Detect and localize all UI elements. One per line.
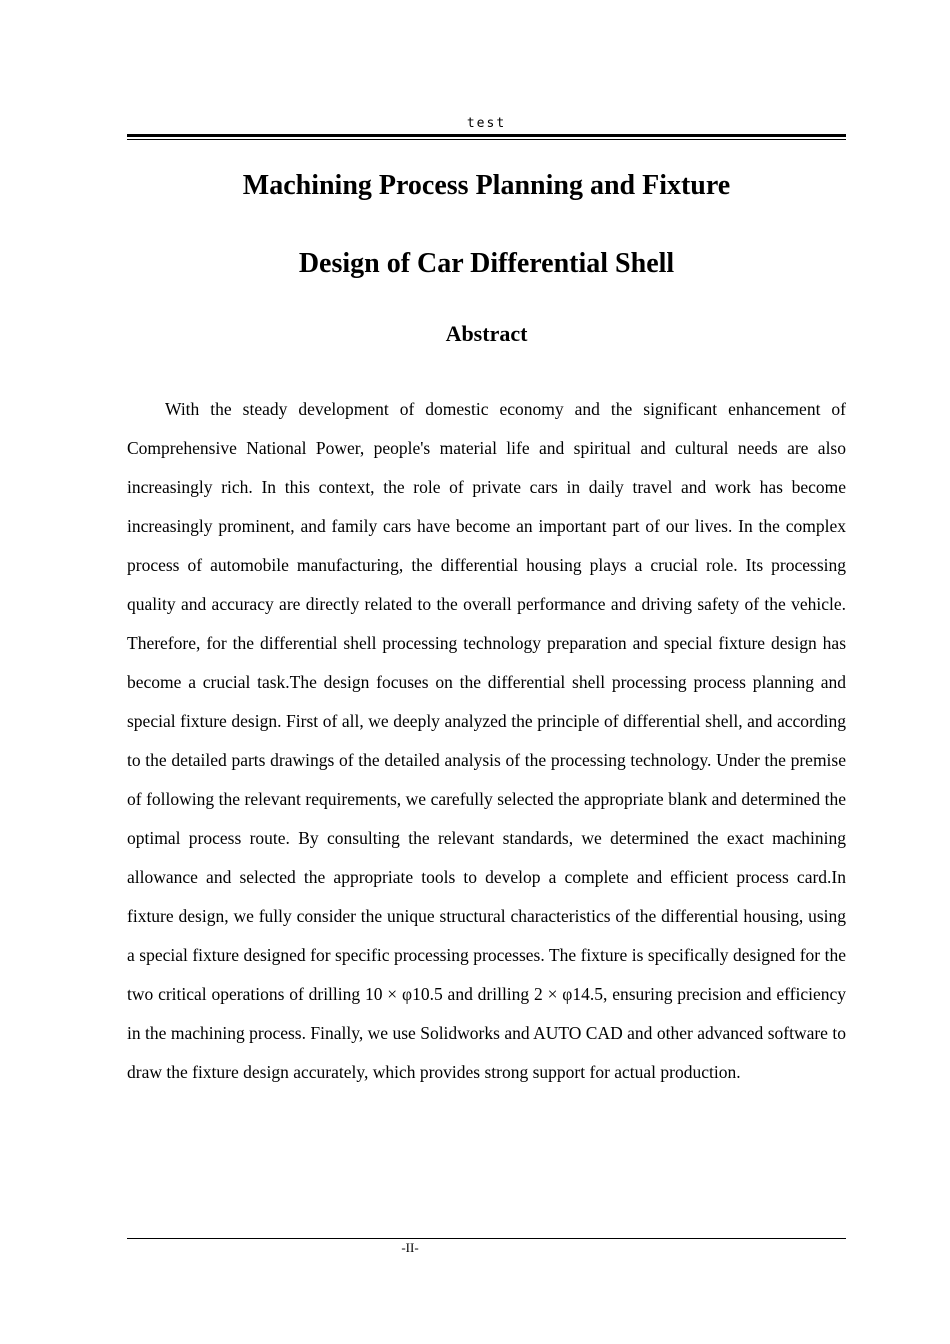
title-line-2: Design of Car Differential Shell — [298, 248, 675, 279]
running-header: test — [466, 116, 507, 131]
title-line-1: Machining Process Planning and Fixture — [242, 170, 731, 201]
abstract-body: With the steady development of domestic economy and the significant enhancement of Comprehensive National Power, people's material life and spiritual and cultural needs are also increasingly rich. In this context, the role of private cars in daily travel and work has become increasingly prominent, and family cars have become an important part of our lives. In the complex process of automobile manufacturing, the differential housing plays a crucial role. Its processing quality and accuracy are directly related to the overall performance and driving safety of the vehicle. Therefore, for the differential shell processing technology preparation and special fixture design has become a crucial task.The design focuses on the differential shell processing process planning and special fixture design. First of all, we deeply analyzed the principle of differential shell, and according to the detailed parts drawings of the detailed analysis of the processing technology. Under the premise of following the relevant requirements, we carefully selected the appropriate blank and determined the optimal process route. By consulting the relevant standards, we determined the exact machining allowance and selected the appropriate tools to develop a complete and efficient process card.In fixture design, we fully consider the unique structural characteristics of the differential housing, using a special fixture designed for specific processing processes. The fixture is specifically designed for the two critical operations of drilling 10 × φ10.5 and drilling 2 × φ14.5, ensuring precision and efficiency in the machining process. Finally, we use Solidworks and AUTO CAD and other advanced software to draw the fixture design accurately, which provides strong support for actual production. — [127, 399, 846, 1082]
header-rule-thin — [127, 139, 846, 140]
header-rule-thick — [127, 134, 846, 137]
document-title — [127, 147, 846, 303]
page-number: -II- — [401, 1240, 419, 1255]
footer-rule — [127, 1238, 846, 1239]
abstract-heading: Abstract — [445, 321, 528, 346]
